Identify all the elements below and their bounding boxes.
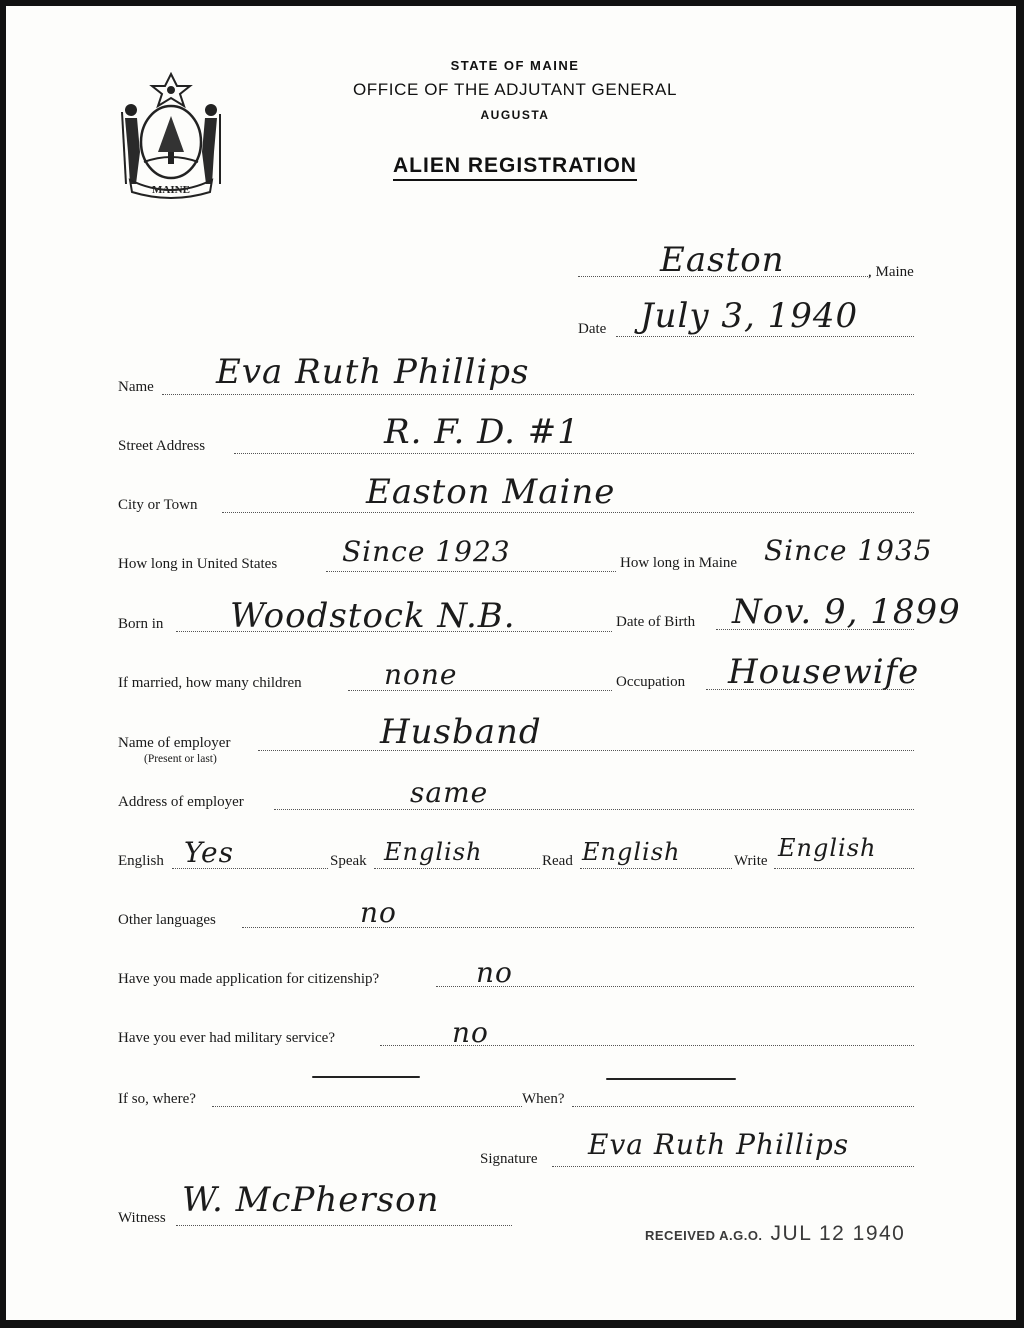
- witness-line: [176, 1225, 512, 1226]
- speak-line: [374, 868, 540, 869]
- name-line: [162, 394, 914, 395]
- street-label: Street Address: [118, 438, 206, 454]
- where-dash: [312, 1076, 420, 1078]
- received-stamp-date: JUL 12 1940: [770, 1222, 906, 1245]
- date-label: Date: [578, 321, 607, 337]
- write-line: [774, 868, 914, 869]
- born-in-label: Born in: [118, 616, 164, 632]
- military-value: no: [452, 1016, 489, 1049]
- occupation-label: Occupation: [616, 674, 686, 690]
- occupation-value: Housewife: [728, 652, 920, 692]
- date-of-birth-value: Nov. 9, 1899: [732, 592, 961, 632]
- employer-name-value: Husband: [380, 712, 542, 752]
- how-long-us-value: Since 1923: [342, 535, 511, 568]
- city-value: Easton Maine: [366, 472, 616, 512]
- when-line: [572, 1106, 914, 1107]
- english-value: Yes: [184, 836, 234, 869]
- other-languages-line: [242, 927, 914, 928]
- born-in-value: Woodstock N.B.: [230, 596, 516, 636]
- date-line: [616, 336, 914, 337]
- english-label: English: [118, 853, 164, 869]
- employer-note-label: (Present or last): [144, 753, 217, 765]
- employer-address-value: same: [410, 776, 489, 809]
- how-long-us-line: [326, 571, 616, 572]
- children-label: If married, how many children: [118, 675, 302, 691]
- header-office: OFFICE OF THE ADJUTANT GENERAL: [352, 80, 678, 99]
- date-value: July 3, 1940: [640, 296, 859, 336]
- how-long-maine-value: Since 1935: [764, 534, 933, 567]
- witness-label: Witness: [118, 1210, 166, 1226]
- military-label: Have you ever had military service?: [118, 1030, 335, 1046]
- employer-address-line: [274, 809, 914, 810]
- other-languages-label: Other languages: [118, 912, 216, 928]
- when-label: When?: [522, 1091, 565, 1107]
- header-city: AUGUSTA: [480, 108, 550, 122]
- read-label: Read: [542, 853, 573, 869]
- name-value: Eva Ruth Phillips: [216, 352, 530, 392]
- street-line: [234, 453, 914, 454]
- if-so-where-label: If so, where?: [118, 1091, 196, 1107]
- write-label: Write: [734, 853, 768, 869]
- other-languages-value: no: [360, 896, 397, 929]
- signature-label: Signature: [480, 1151, 538, 1167]
- employer-name-label: Name of employer: [118, 735, 231, 751]
- witness-value: W. McPherson: [182, 1180, 440, 1220]
- signature-value: Eva Ruth Phillips: [588, 1128, 850, 1161]
- read-line: [580, 868, 732, 869]
- form-title-text: ALIEN REGISTRATION: [393, 154, 637, 181]
- svg-text:MAINE: MAINE: [152, 184, 190, 196]
- received-stamp: [645, 1222, 905, 1246]
- children-value: none: [384, 658, 458, 691]
- speak-value: English: [384, 838, 483, 866]
- when-dash: [606, 1078, 736, 1080]
- how-long-maine-label: How long in Maine: [620, 555, 738, 571]
- form-title: [3, 154, 1024, 178]
- if-so-where-line: [212, 1106, 522, 1107]
- citizenship-value: no: [476, 956, 513, 989]
- town-value: Easton: [660, 240, 785, 280]
- employer-address-label: Address of employer: [118, 794, 244, 810]
- date-of-birth-label: Date of Birth: [616, 614, 696, 630]
- employer-name-line: [258, 750, 914, 751]
- city-label: City or Town: [118, 497, 198, 513]
- name-label: Name: [118, 379, 154, 395]
- header-state: STATE OF MAINE: [450, 58, 580, 73]
- how-long-us-label: How long in United States: [118, 556, 278, 572]
- write-value: English: [778, 834, 877, 862]
- street-value: R. F. D. #1: [384, 412, 580, 452]
- received-stamp-text: RECEIVED A.G.O.: [645, 1228, 763, 1243]
- signature-line: [552, 1166, 914, 1167]
- city-line: [222, 512, 914, 513]
- citizenship-label: Have you made application for citizenship?: [118, 971, 380, 987]
- speak-label: Speak: [330, 853, 367, 869]
- maine-label: , Maine: [868, 264, 914, 280]
- read-value: English: [582, 838, 681, 866]
